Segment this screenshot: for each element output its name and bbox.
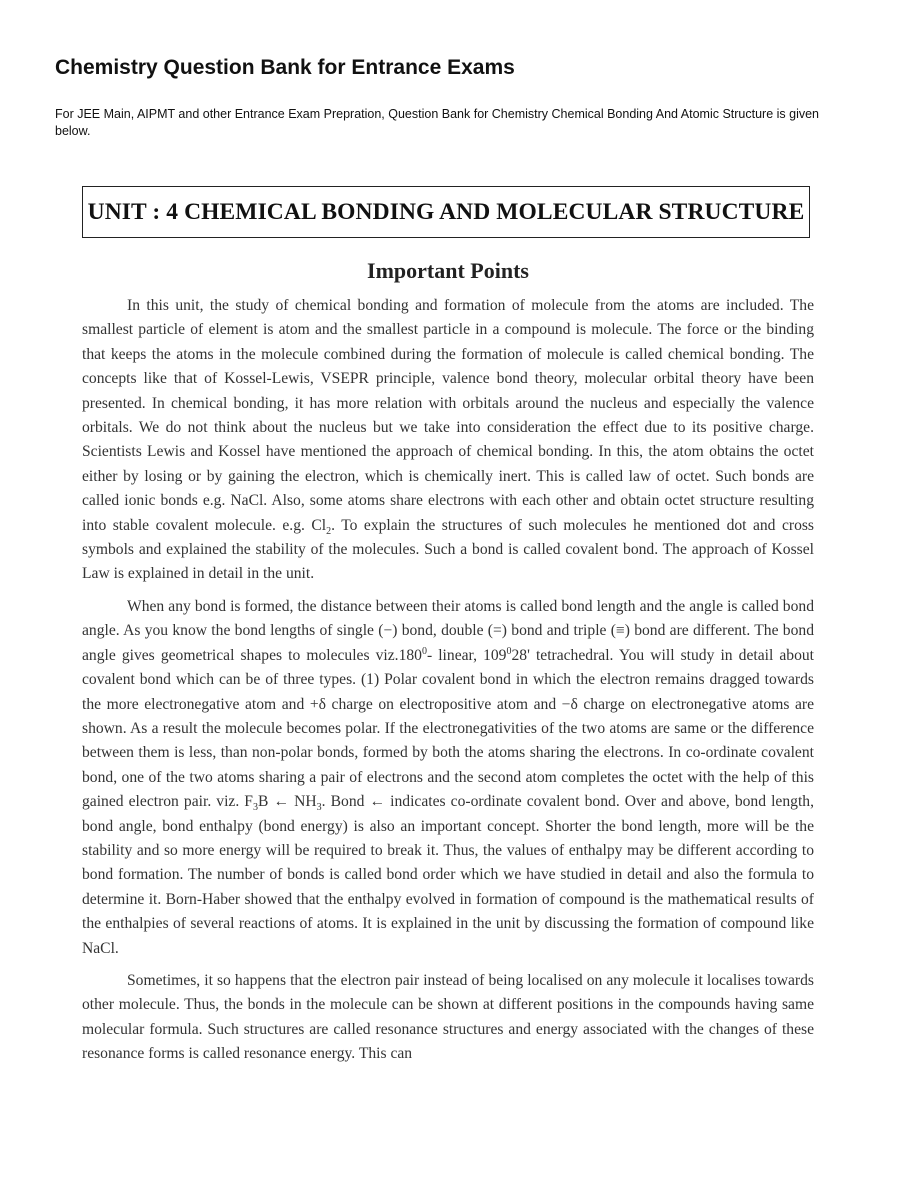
paragraph (82, 969, 814, 1067)
unit-title-box: UNIT : 4 CHEMICAL BONDING AND MOLECULAR STRUCTURE (82, 186, 810, 238)
text-segment: . To explain the structures of such molecules he mentioned dot and cross symbols and explained the stability of the molecules. Such a bond is called covalent bond. The approach of Kossel Law is explained in detail in the unit. (82, 516, 814, 583)
subscript: 2 (326, 525, 332, 537)
paragraph (82, 294, 814, 587)
text-segment: When any bond is formed, the distance between their atoms is called bond length and the angle is called bond angle. As you know the bond lengths of single (−) bond, double (=) bond and triple (≡) bond are different. The bond angle gives geometrical shapes to molecules viz.180 (82, 597, 814, 664)
superscript: 0 (421, 645, 427, 657)
text-segment: - linear, 109 (426, 646, 507, 664)
page-title: Chemistry Question Bank for Entrance Exams (55, 56, 515, 79)
superscript: 0 (506, 645, 512, 657)
text-segment: In this unit, the study of chemical bonding and formation of molecule from the atoms are included. The smallest particle of element is atom and the smallest particle in a compound is molecule. The force or the binding that keeps the atoms in the molecule combined during the formation of molecule is called chemical bonding. The concepts like that of Kossel-Lewis, VSEPR principle, valence bond theory, molecular orbital theory have been presented. In chemical bonding, it has more relation with orbitals around the nucleus and especially the valence orbitals. We do not think about the nucleus but we take into consideration the effect due to its positive charge. Scientists Lewis and Kossel have mentioned the approach of chemical bonding. In this, the atom obtains the octet either by losing or by gaining the electron, which is chemically inert. This is called law of octet. Such bonds are called ionic bonds e.g. NaCl. Also, some atoms share electrons with each other and obtain octet structure resulting into stable covalent molecule. e.g. Cl (82, 297, 814, 534)
subscript: 3 (316, 802, 322, 814)
text-segment: . Bond ← indicates co-ordinate covalent bond. Over and above, bond length, bond angle, bond enthalpy (bond energy) is also an important concept. Shorter the bond length, more will be the stability and so more energy will be required to break it. Thus, the values of enthalpy may be different according to bond formation. The number of bonds is called bond order which we have studied in detail and also the formula to determine it. Born-Haber showed that the enthalpy evolved in formation of compound is the mathematical results of the enthalpies of several reactions of atoms. It is explained in the unit by discussing the formation of compound like NaCl. (82, 793, 814, 957)
text-segment: 28' tetrachedral. You will study in detail about covalent bond which can be of three types. (1) Polar covalent bond in which the electron remains dragged towards the more electronegative atom and +δ charge on electropositive atom and −δ charge on electronegative atoms are shown. As a result the molecule becomes polar. If the electronegativities of the two atoms are same or the difference between them is less, than non-polar bonds, formed by both the atoms sharing the electrons. In co-ordinate covalent bond, one of the two atoms sharing a pair of electrons and the second atom completes the octet with the help of this gained electron pair. viz. F (82, 646, 815, 811)
paragraph (82, 595, 814, 961)
document-body (82, 294, 814, 1075)
subscript: 3 (252, 802, 258, 814)
intro-text: For JEE Main, AIPMT and other Entrance Exam Prepration, Question Bank for Chemistry Chemical Bonding And Atomic Structure is given below. (55, 107, 820, 138)
section-heading: Important Points (367, 258, 529, 283)
text-segment: B ← NH (257, 793, 317, 811)
text-segment: Sometimes, it so happens that the electron pair instead of being localised on any molecule it localises towards other molecule. Thus, the bonds in the molecule can be shown at different positions in the compounds having same molecular formula. Such structures are called resonance structures and energy associated with the changes of these resonance forms is called resonance energy. This can (82, 971, 814, 1063)
